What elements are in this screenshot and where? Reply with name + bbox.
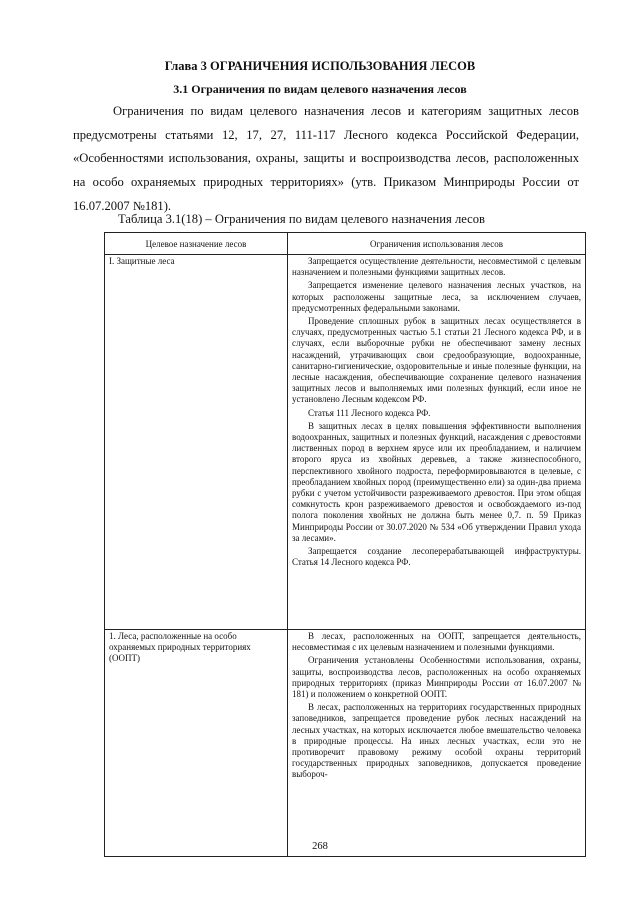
row-restrictions: [288, 630, 586, 857]
restriction-paragraph: В лесах, расположенных на территориях государственных природных заповедников, запрещается проведение рубок лесных насаждений на лесных участках, на которых исключается любое вмешательство человека в природные процессы. На иных лесных участках, если это не противоречит правовому режиму особой охраны территорий государственных природных заповедников, допускается проведение выбороч-: [292, 702, 581, 780]
row-category: I. Защитные леса: [105, 255, 288, 630]
header-restrictions: Ограничения использования лесов: [288, 233, 586, 255]
row-restrictions: [288, 255, 586, 630]
restriction-paragraph: Запрещается осуществление деятельности, несовместимой с целевым назначением и полезными функциями защитных лесов.: [292, 256, 581, 278]
table-header-row: [105, 233, 586, 255]
row-category: 1. Леса, расположенные на особо охраняемых природных территориях (ООПТ): [105, 630, 288, 857]
section-title: 3.1 Ограничения по видам целевого назначения лесов: [173, 82, 467, 96]
restriction-paragraph: Запрещается изменение целевого назначения лесных участков, на которых расположены защитные леса, за исключением случаев, предусмотренных федеральными законами.: [292, 280, 581, 313]
restriction-paragraph: Ограничения установлены Особенностями использования, охраны, защиты, воспроизводства лесов, расположенных на особо охраняемых природных территориях (приказ Минприроды России от 16.07.2007 № 181) и положением о конкретной ООПТ.: [292, 655, 581, 700]
table-row: [105, 255, 586, 630]
restriction-paragraph: В защитных лесах в целях повышения эффективности выполнения водоохранных, защитных и полезных функций, насаждения с древостоями лиственных пород в верхнем ярусе или их преобладанием, и наличием второго яруса из хвойных деревьев, а также жизнеспособного, перспективного хвойного подроста, переформировываются в целевые, с преобладанием хвойных пород (преимущественно ели) за один-два приема рубки с учетом устойчивости разреживаемого древостоя. При этом общая сомкнутость крон разреживаемого древостоя и освобождаемого из-под полога поколения хвойных не должна быть менее 0,7. п. 59 Приказ Минприроды России от 30.07.2020 № 534 «Об утверждении Правил ухода за лесами».: [292, 420, 581, 543]
table-caption: Таблица 3.1(18) – Ограничения по видам целевого назначения лесов: [118, 212, 485, 226]
page-number: 268: [312, 841, 328, 852]
header-purpose: Целевое назначение лесов: [105, 233, 288, 255]
restriction-paragraph: В лесах, расположенных на ООПТ, запрещается деятельность, несовместимая с их целевым назначением и полезными функциями.: [292, 631, 581, 653]
chapter-title: Глава 3 ОГРАНИЧЕНИЯ ИСПОЛЬЗОВАНИЯ ЛЕСОВ: [164, 59, 476, 73]
restrictions-table: [104, 232, 586, 857]
restriction-paragraph: Запрещается создание лесоперерабатывающей инфраструктуры. Статья 14 Лесного кодекса РФ.: [292, 546, 581, 568]
restriction-paragraph: Статья 111 Лесного кодекса РФ.: [308, 407, 431, 418]
table-row: [105, 630, 586, 857]
intro-paragraph: Ограничения по видам целевого назначения лесов и категориям защитных лесов предусмотрены статьями 12, 17, 27, 111-117 Лесного кодекса Российской Федерации, «Особенностями использования, охраны, защиты и воспроизводства лесов, расположенных на особо охраняемых природных территориях» (утв. Приказом Минприроды России от 16.07.2007 №181).: [73, 104, 579, 213]
restriction-paragraph: Проведение сплошных рубок в защитных лесах осуществляется в случаях, предусмотренных частью 5.1 статьи 21 Лесного кодекса РФ, и в случаях, если выборочные рубки не обеспечивают замену лесных насаждений, утрачивающих свои средообразующие, водоохранные, санитарно-гигиенические, оздоровительные и иные полезные функции, на лесные насаждения, обеспечивающие сохранение целевого назначения защитных лесов и выполняемых ими полезных функций, если иное не установлено Лесным кодексом РФ.: [292, 316, 581, 405]
